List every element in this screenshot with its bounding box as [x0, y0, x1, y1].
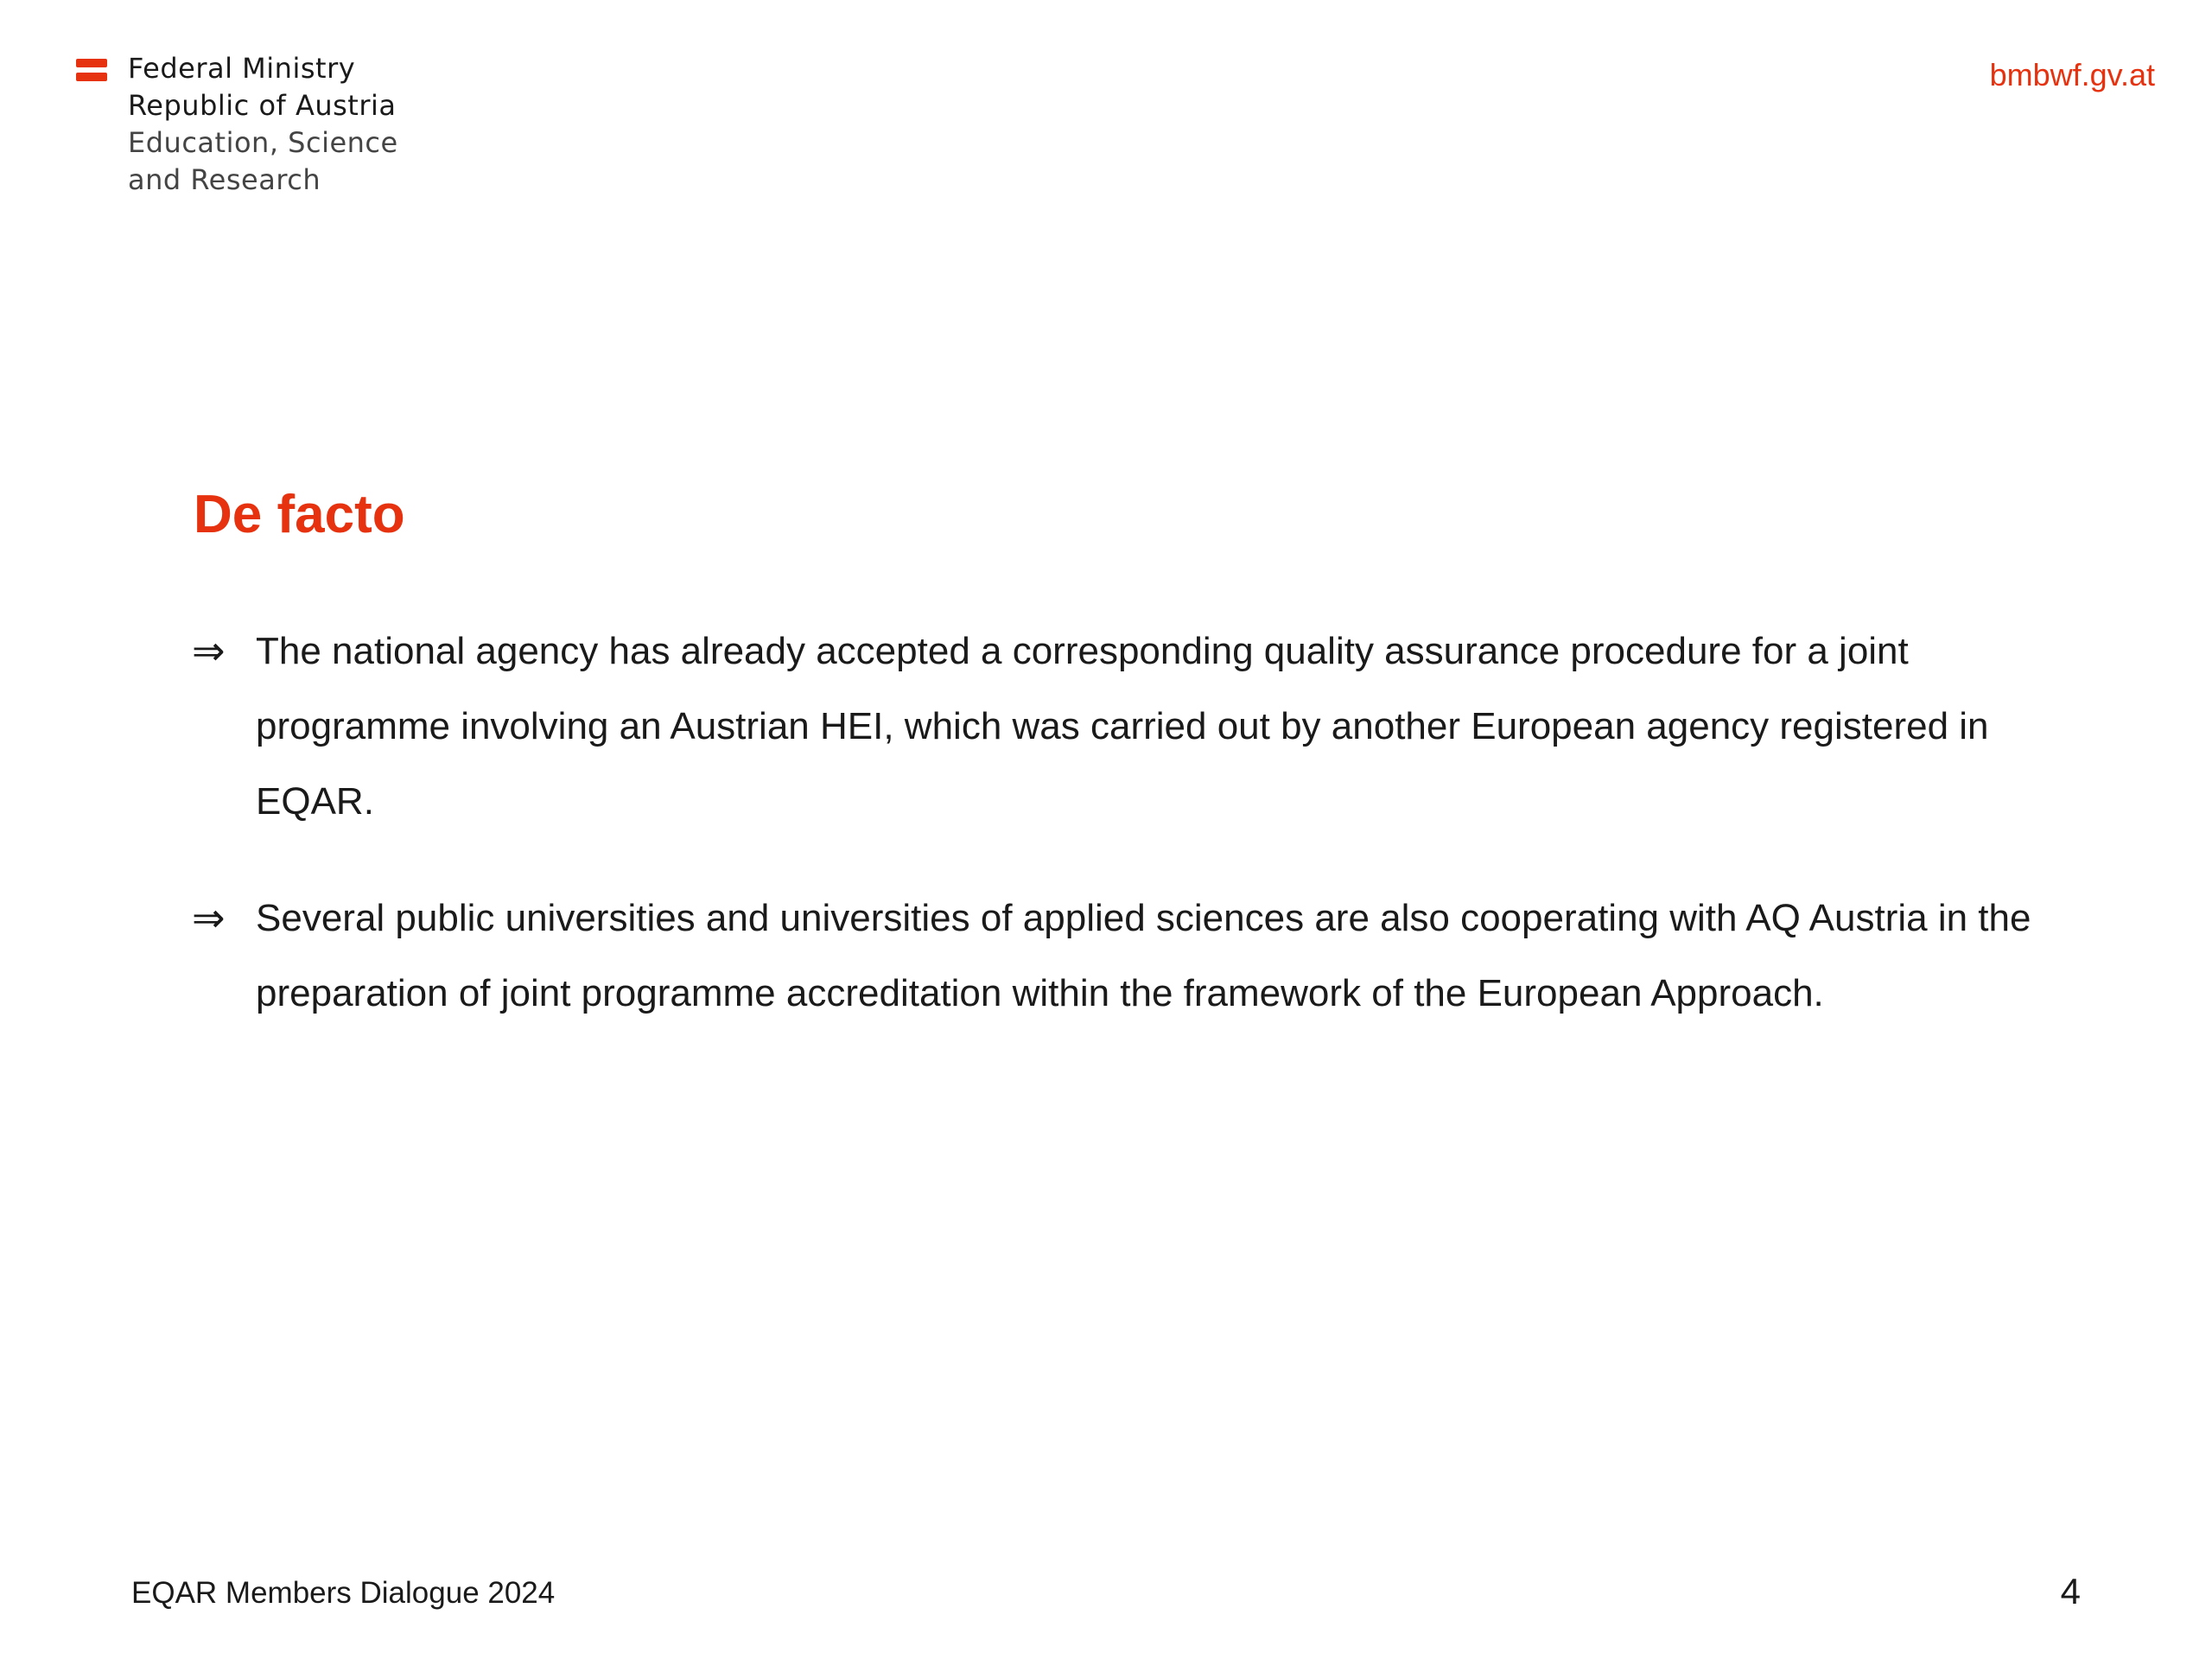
bullet-text: Several public universities and universities of applied sciences are also cooperating with AQ Austria in the preparation of joint programme accreditation within the framework of the European Approach. — [256, 897, 2031, 1014]
slide-title: De facto — [194, 485, 405, 544]
bullet-item — [192, 613, 2093, 839]
footer-event: EQAR Members Dialogue 2024 — [131, 1576, 556, 1610]
ministry-logo — [76, 50, 398, 199]
bullet-text: The national agency has already accepted a corresponding quality assurance procedure for a joint programme involving an Austrian HEI, which was carried out by another European agency registered in EQAR. — [256, 630, 1989, 823]
website-url: bmbwf.gv.at — [1989, 57, 2155, 92]
ministry-name — [128, 50, 398, 199]
logo-line-3: Education, Science — [128, 126, 398, 159]
logo-line-4: and Research — [128, 163, 321, 196]
bullet-list — [192, 613, 2093, 1072]
austrian-flag-icon — [76, 59, 107, 81]
page-number: 4 — [2060, 1571, 2081, 1611]
logo-line-1: Federal Ministry — [128, 52, 356, 85]
double-arrow-icon: ⇒ — [192, 627, 226, 674]
double-arrow-icon: ⇒ — [192, 894, 226, 941]
bullet-item — [192, 880, 2093, 1031]
logo-line-2: Republic of Austria — [128, 89, 397, 122]
